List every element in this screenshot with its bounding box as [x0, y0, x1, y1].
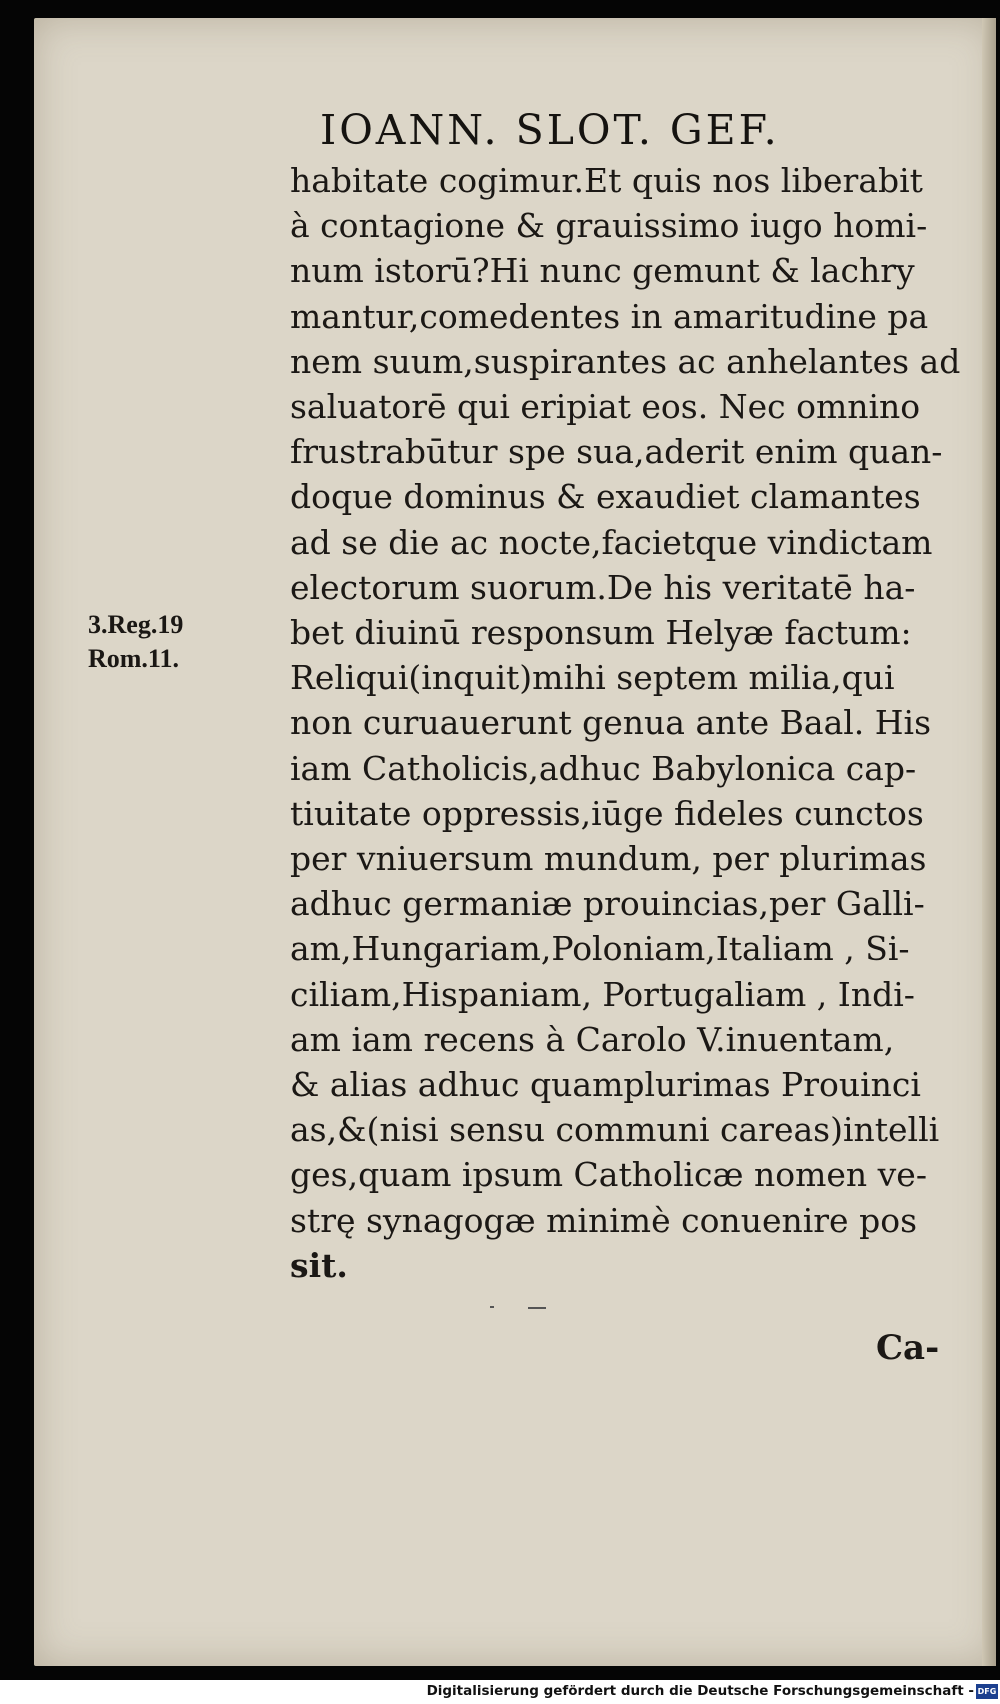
- ink-smudge: [528, 1307, 546, 1309]
- text-line: à contagione & grauissimo iugo homi-: [290, 206, 928, 246]
- footer-bar: [0, 1680, 1000, 1704]
- ink-smudge: [490, 1306, 494, 1308]
- footer-credit: Digitalisierung gefördert durch die Deutsche Forschungsgemeinschaft -: [426, 1683, 974, 1699]
- text-line: & alias adhuc quamplurimas Prouinci: [290, 1065, 921, 1105]
- text-line: am,Hungariam,Poloniam,Italiam , Si-: [290, 929, 910, 969]
- text-line: saluatorē qui eripiat eos. Nec omnino: [290, 387, 921, 427]
- text-line: as,&(nisi sensu communi careas)intelli: [290, 1110, 940, 1150]
- marginal-note: Rom.11.: [88, 644, 179, 673]
- text-line: electorum suorum.De his veritatē ha-: [290, 567, 916, 607]
- page-edge: [982, 18, 996, 1666]
- catchword: Ca-: [876, 1328, 940, 1368]
- text-line: bet diuinū responsum Helyæ factum:: [290, 613, 912, 653]
- text-line: am iam recens à Carolo V.inuentam,: [290, 1019, 895, 1059]
- text-line: ad se die ac nocte,facietque vindictam: [290, 522, 933, 562]
- text-line: Reliqui(inquit)mihi septem milia,qui: [290, 658, 895, 698]
- text-line: non curuauerunt genua ante Baal. His: [290, 703, 932, 743]
- text-line: frustrabūtur spe sua,aderit enim quan-: [290, 432, 943, 472]
- text-line: ciliam,Hispaniam, Portugaliam , Indi-: [290, 974, 915, 1014]
- text-line: tiuitate oppressis,iūge fideles cunctos: [290, 793, 924, 833]
- text-line: ges,quam ipsum Catholicæ nomen ve-: [290, 1155, 927, 1195]
- marginal-note: 3.Reg.19: [88, 610, 184, 639]
- text-line: iam Catholicis,adhuc Babylonica cap-: [290, 748, 917, 788]
- text-line: strę synagogæ minimè conuenire pos: [290, 1200, 917, 1240]
- text-line: mantur,comedentes in amaritudine pa: [290, 296, 929, 336]
- text-line: per vniuersum mundum, per plurimas: [290, 839, 927, 879]
- marginal-notes: [88, 608, 248, 676]
- text-line: sit.: [290, 1245, 348, 1285]
- dfg-logo-icon[interactable]: DFG: [976, 1684, 998, 1699]
- text-line: habitate cogimur.Et quis nos liberabit: [290, 161, 923, 200]
- body-text: [290, 158, 961, 1288]
- text-line: num istorū?Hi nunc gemunt & lachry: [290, 251, 915, 291]
- text-line: nem suum,suspirantes ac anhelantes ad: [290, 341, 961, 381]
- running-head: IOANN. SLOT. GEF.: [320, 106, 780, 154]
- text-line: doque dominus & exaudiet clamantes: [290, 477, 921, 517]
- text-line: adhuc germaniæ prouincias,per Galli-: [290, 884, 925, 924]
